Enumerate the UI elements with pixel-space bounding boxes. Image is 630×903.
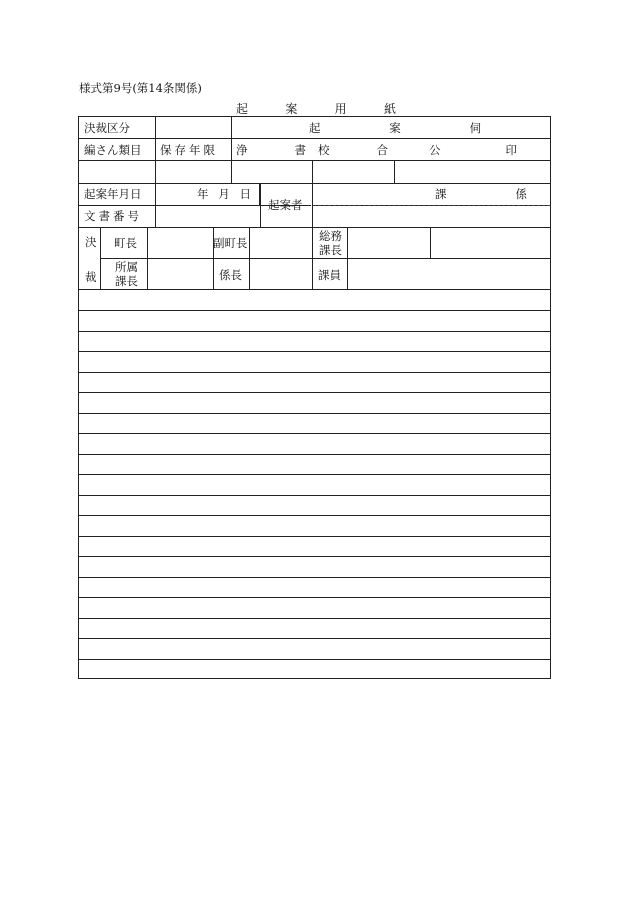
draft-date-label: 起案年月日 <box>84 187 142 201</box>
body-line <box>79 638 550 639</box>
title-char: 案 <box>285 102 298 116</box>
deputy-mayor-label: 副町長 <box>213 236 248 250</box>
body-line <box>79 474 550 475</box>
row-divider <box>79 289 550 290</box>
body-line <box>79 618 550 619</box>
form-number: 様式第9号(第14条関係) <box>79 81 202 95</box>
body-line <box>79 536 550 537</box>
proofread-label: 校 合 <box>318 143 388 157</box>
column-divider <box>312 160 313 183</box>
retention-label: 保存年限 <box>160 143 218 157</box>
dotted-divider <box>313 205 550 206</box>
body-line <box>79 597 550 598</box>
subsection-chief-label: 係長 <box>219 268 242 282</box>
title-char: 用 <box>334 102 347 116</box>
column-divider <box>249 227 250 289</box>
clean-copy-label: 浄 書 <box>236 143 306 157</box>
column-divider <box>312 227 313 289</box>
row-divider <box>100 258 550 259</box>
approval-char: 裁 <box>85 270 97 284</box>
body-line <box>79 413 550 414</box>
mayor-label: 町長 <box>114 236 137 250</box>
body-line <box>79 577 550 578</box>
body-line <box>79 331 550 332</box>
column-divider <box>394 160 395 183</box>
row-divider <box>79 138 550 139</box>
body-line <box>79 495 550 496</box>
approval-char: 決 <box>85 235 97 249</box>
body-line <box>79 310 550 311</box>
general-affairs-chief-label: 総務課長 <box>319 229 342 257</box>
row-divider <box>79 160 550 161</box>
column-divider <box>430 227 431 258</box>
column-divider <box>100 227 101 289</box>
body-line <box>79 454 550 455</box>
form-title <box>236 100 396 117</box>
decision-category-label: 決裁区分 <box>84 121 130 135</box>
document-number-label: 文書番号 <box>84 209 142 223</box>
classification-label: 編さん類目 <box>84 143 142 157</box>
official-seal-label: 公 印 <box>429 143 517 157</box>
body-line <box>79 372 550 373</box>
section-units: 課 係 <box>435 187 527 201</box>
title-char: 紙 <box>383 102 396 116</box>
kian-ukagai-label: 起 案 伺 <box>309 121 481 135</box>
body-line <box>79 351 550 352</box>
drafter-label: 起案者 <box>268 198 303 212</box>
staff-label: 課員 <box>318 268 341 282</box>
date-units: 年 月 日 <box>197 187 251 201</box>
column-divider <box>260 183 261 227</box>
column-divider <box>155 117 156 227</box>
body-line <box>79 515 550 516</box>
row-divider <box>79 227 550 228</box>
dept-chief-label: 所属課長 <box>115 260 138 288</box>
column-divider <box>147 227 148 289</box>
body-line <box>79 433 550 434</box>
body-line <box>79 659 550 660</box>
column-divider <box>347 227 348 289</box>
row-divider <box>79 183 550 184</box>
column-divider <box>231 117 232 183</box>
body-line <box>79 556 550 557</box>
draft-form-table <box>78 116 551 679</box>
title-char: 起 <box>236 102 249 116</box>
body-line <box>79 392 550 393</box>
